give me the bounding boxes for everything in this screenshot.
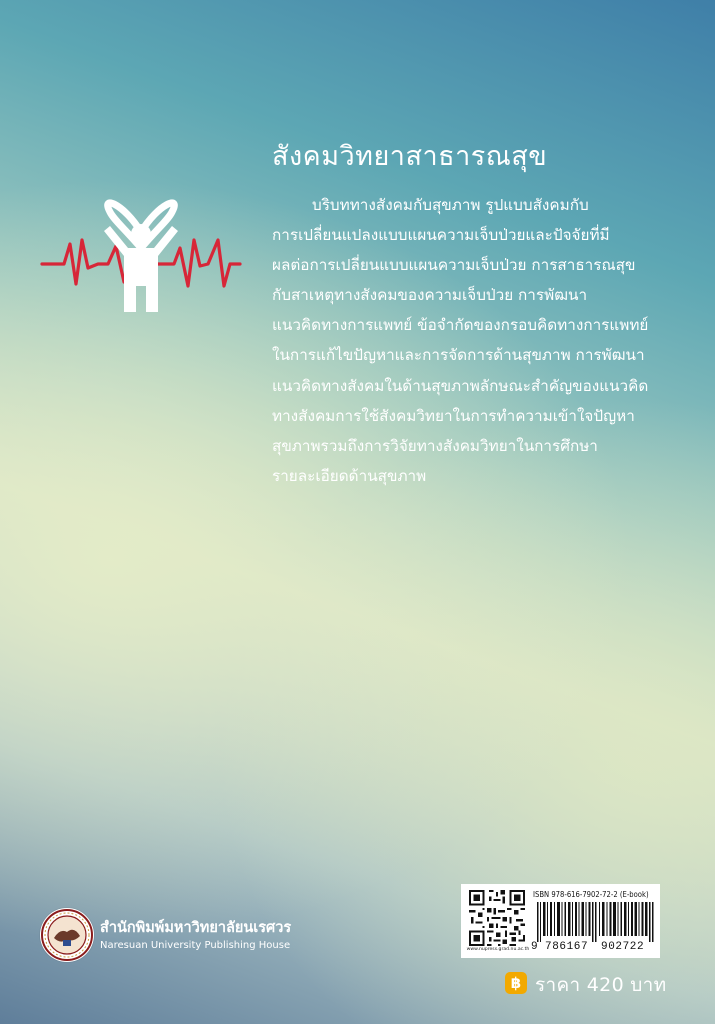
description-line: การเปลี่ยนแปลงแบบแผนความเจ็บป่วยและปัจจัยที่มี bbox=[272, 226, 610, 245]
publisher-block bbox=[40, 906, 340, 966]
book-title: สังคมวิทยาสาธารณสุข bbox=[272, 141, 548, 172]
barcode-digits bbox=[531, 941, 655, 955]
isbn-label: ISBN 978-616-7902-72-2 (E-book) bbox=[533, 890, 649, 899]
qr-code-icon bbox=[469, 890, 525, 946]
isbn-barcode-box bbox=[461, 884, 660, 958]
barcode-digit-prefix: 9 bbox=[531, 941, 538, 953]
description-line: แนวคิดทางสังคมในด้านสุขภาพลักษณะสำคัญของแนวคิด bbox=[272, 376, 649, 395]
description-line: ทางสังคมการใช้สังคมวิทยาในการทำความเข้าใจปัญหา bbox=[272, 406, 635, 425]
publisher-name-english: Naresuan University Publishing House bbox=[100, 940, 291, 951]
barcode-digits-right: 902722 bbox=[601, 941, 645, 953]
description-line: กับสาเหตุทางสังคมของความเจ็บป่วย การพัฒนา bbox=[272, 286, 588, 305]
description-line: รายละเอียดด้านสุขภาพ bbox=[272, 466, 427, 485]
book-description bbox=[272, 190, 664, 491]
university-seal-icon bbox=[40, 908, 94, 962]
barcode-icon bbox=[537, 902, 655, 942]
price-label: ราคา 420 บาท bbox=[535, 974, 667, 996]
heart-person-heartbeat-icon bbox=[40, 186, 242, 318]
barcode-digits-left: 786167 bbox=[545, 941, 589, 953]
description-line: ผลต่อการเปลี่ยนแบบแผนความเจ็บป่วย การสาธารณสุข bbox=[272, 256, 636, 275]
description-line: ในการแก้ไขปัญหาและการจัดการด้านสุขภาพ การพัฒนา bbox=[272, 346, 645, 365]
publisher-website: www.nupress.grad.nu.ac.th bbox=[466, 947, 530, 952]
baht-icon: ฿ bbox=[505, 972, 527, 994]
publisher-name-thai: สำนักพิมพ์มหาวิทยาลัยนเรศวร bbox=[100, 920, 292, 936]
description-line: บริบททางสังคมกับสุขภาพ รูปแบบสังคมกับ bbox=[312, 196, 589, 214]
description-line: แนวคิดทางการแพทย์ ข้อจำกัดของกรอบคิดทางการแพทย์ bbox=[272, 316, 649, 335]
description-line: สุขภาพรวมถึงการวิจัยทางสังคมวิทยาในการศึกษา bbox=[272, 436, 598, 455]
